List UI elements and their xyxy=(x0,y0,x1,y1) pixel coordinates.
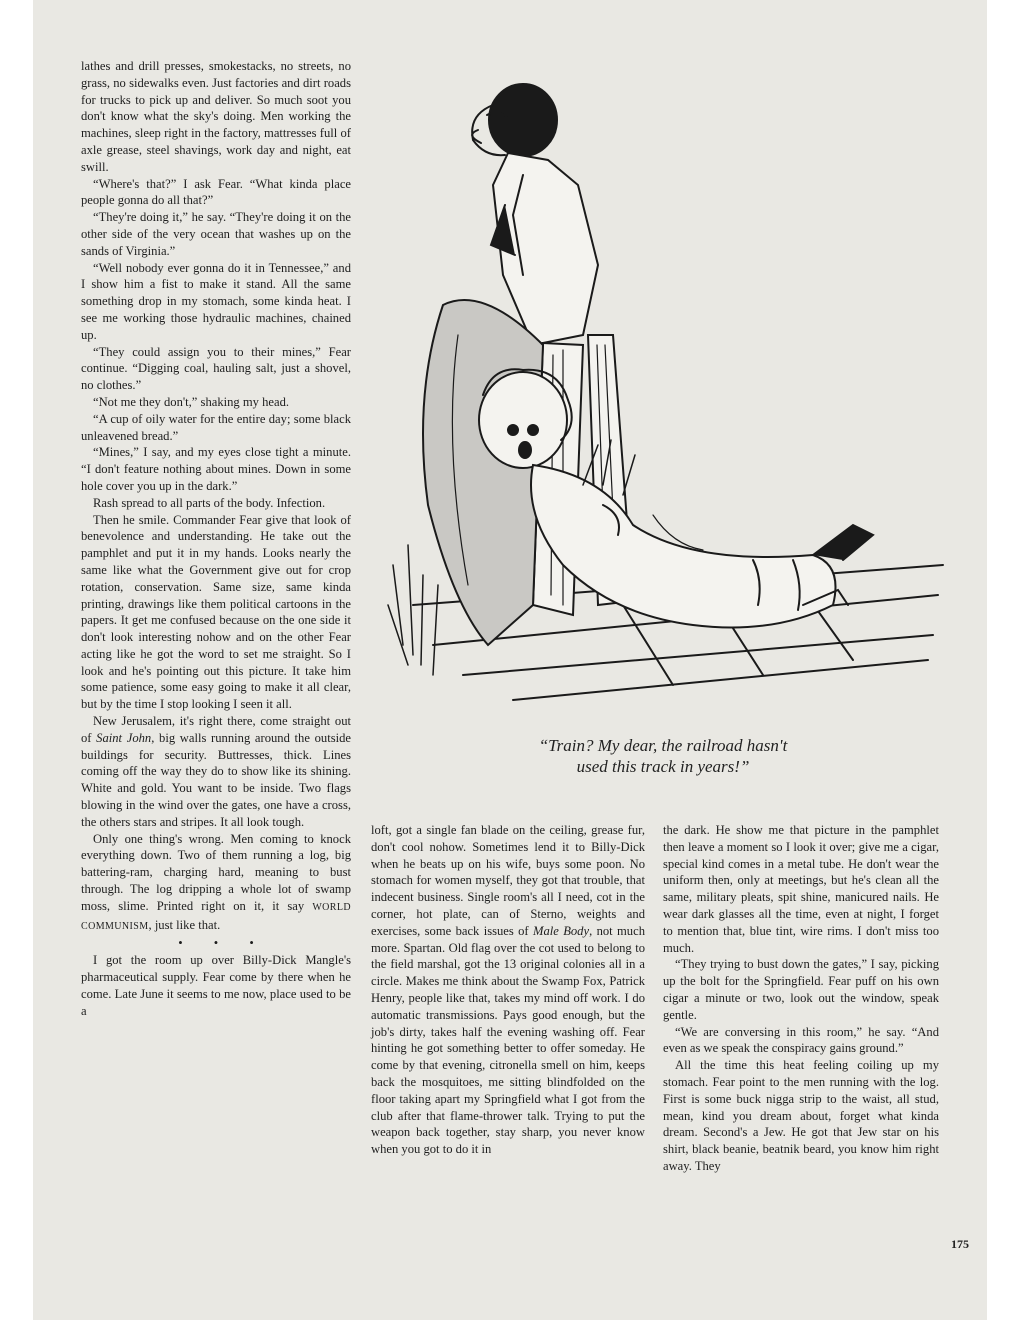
book-title: Saint John xyxy=(96,730,152,745)
section-break: • • • xyxy=(178,936,268,951)
page-number: 175 xyxy=(951,1237,969,1251)
rail-line xyxy=(463,635,933,675)
paragraph: lathes and drill presses, smokestacks, no streets, no grass, no sidewalks even. Just factories and dirt roads for trucks to pick up and deliver. So much soot you don't know what the sky's doing. Men working the machines, sleep right in the factory, mattresses full of axle grease, steel shavings, work day and night, eat swill. xyxy=(81,59,351,174)
paragraph: “Well nobody ever gonna do it in Tennessee,” and I show him a fist to make it stand. All the same something drop in my stomach, some kinda heat. I see me working those hydraulic machines, chained up. xyxy=(81,260,351,342)
text-column-1 xyxy=(81,58,351,1019)
text-run: , not much more. Spartan. Old flag over the cot used to belong to the field marshal, got the 13 original colonies all in a circle. Makes me think about the Swamp Fox, Patrick Henry, people like that, takes my mind off work. I do automatic transmissions. Pays good enough, but the job's dirty, takes half the evening washing off. Fear hinting he got something better to offer someday. He come by that evening, citronella smell on him, keeps back the mosquitoes, me sitting blindfolded on the floor taking apart my Springfield what I got from the club after that flame-thrower talk. Trying to put the weapon back together, stay sharp, you never know when you got to do it in xyxy=(371,923,645,1157)
paragraph: Rash spread to all parts of the body. Infection. xyxy=(93,495,326,510)
text-column-3 xyxy=(663,822,939,1175)
paragraph xyxy=(81,831,351,936)
paragraph: “A cup of oily water for the entire day; some black unleavened bread.” xyxy=(81,411,351,443)
paragraph: “They're doing it,” he say. “They're doing it on the other side of the very ocean that washes up on the sands of Virginia.” xyxy=(81,210,351,258)
caption-line: “Train? My dear, the railroad hasn't xyxy=(538,736,788,755)
paragraph: I got the room up over Billy-Dick Mangle's pharmaceutical supply. Fear come by there when he come. Late June it seems to me now, place used to be a xyxy=(81,953,351,1018)
paragraph: “They could assign you to their mines,” Fear continue. “Digging coal, hauling salt, just a shovel, no clothes.” xyxy=(81,344,351,393)
paragraph: “Not me they don't,” shaking my head. xyxy=(93,394,290,409)
text-column-2 xyxy=(371,822,645,1158)
text-run: New Jerusalem, it's right there, come straight out of xyxy=(81,714,351,745)
magazine-page xyxy=(33,0,987,1320)
text-run: , just like that. xyxy=(148,917,221,932)
paragraph: “They trying to bust down the gates,” I say, picking up the bolt for the Springfield. Fear puff on his own cigar a minute or two, look out the window, speak gentle. xyxy=(663,957,939,1022)
text-run: Only one thing's wrong. Men coming to knock everything down. Two of them running a log, big battering-ram, charging hard, meaning to bust through. The log dripping a whole lot of swamp moss, slime. Printed right on it, it say xyxy=(81,831,351,913)
paragraph: All the time this heat feeling coiling up my stomach. Fear point to the men running with the log. First is some buck nigga strip to the waist, all stud, mean, kind you dream about, forget what kinda dream. Second's a Jew. He got that Jew star on his shirt, black beanie, beatnik beard, you know him right away. They xyxy=(663,1058,939,1173)
paragraph: “Mines,” I say, and my eyes close tight a minute. “I don't feature nothing about mines. Down in some hole cover you up in the dark.” xyxy=(81,445,351,493)
paragraph: “Where's that?” I ask Fear. “What kinda place people gonna do all that?” xyxy=(81,176,351,208)
text-run: , big walls running around the outside buildings for security. Buttresses, thick. Lines coming off the way they do to show like its shining. White and gold. You want to be inside. Two flags blowing in the wind over the gates, one have a cross, the others stars and stripes. It all look tough. xyxy=(81,730,351,829)
text-run: loft, got a single fan blade on the ceiling, grease fur, don't cool nohow. Sometimes lend it to Billy-Dick when he beats up on his wife, buys some poon. No stomach for women myself, they got that trouble, that indecent business. Single room's all I need, cot in the corner, hot plate, can of Sterno, weights and exercises, some back issues of xyxy=(371,823,645,938)
paragraph: “We are conversing in this room,” he say. “And even as we speak the conspiracy gains ground.” xyxy=(663,1024,939,1056)
paragraph xyxy=(371,822,645,1158)
paragraph: the dark. He show me that picture in the pamphlet then leave a moment so I look it over; give me a cigar, special kind comes in a metal tube. He don't wear the uniform then, only at meetings, but he's clean all the same, military pleats, spit shine, manicured nails. He wear dark glasses all the time, even at night, I forget to mention that, blue tint, wire rims. I don't miss too much. xyxy=(663,823,939,955)
magazine-title: Male Body xyxy=(532,923,590,938)
cartoon-illustration xyxy=(373,45,948,725)
cartoon-drawing xyxy=(373,45,948,725)
paragraph xyxy=(81,713,351,831)
caption-line: used this track in years!” xyxy=(576,757,750,776)
paragraph: Then he smile. Commander Fear give that look of benevolence and understanding. He take out the pamphlet and put it in my hands. Looks nearly the same like what the Government give out for crop rotation, conservation. Same size, same kinda printing, drawings like them political cartoons in the papers. It get me confused because on the one side it don't look interesting nohow and on the other Fear acting like he got the word to set me straight. So I look and he's pointing out this picture. It take him some patience, some easy going to make it all clear, but by the time I stop looking I seen it all. xyxy=(81,512,351,712)
small-caps-text: WORLD COMMUNISM xyxy=(81,901,351,932)
illustration-caption xyxy=(453,735,873,777)
